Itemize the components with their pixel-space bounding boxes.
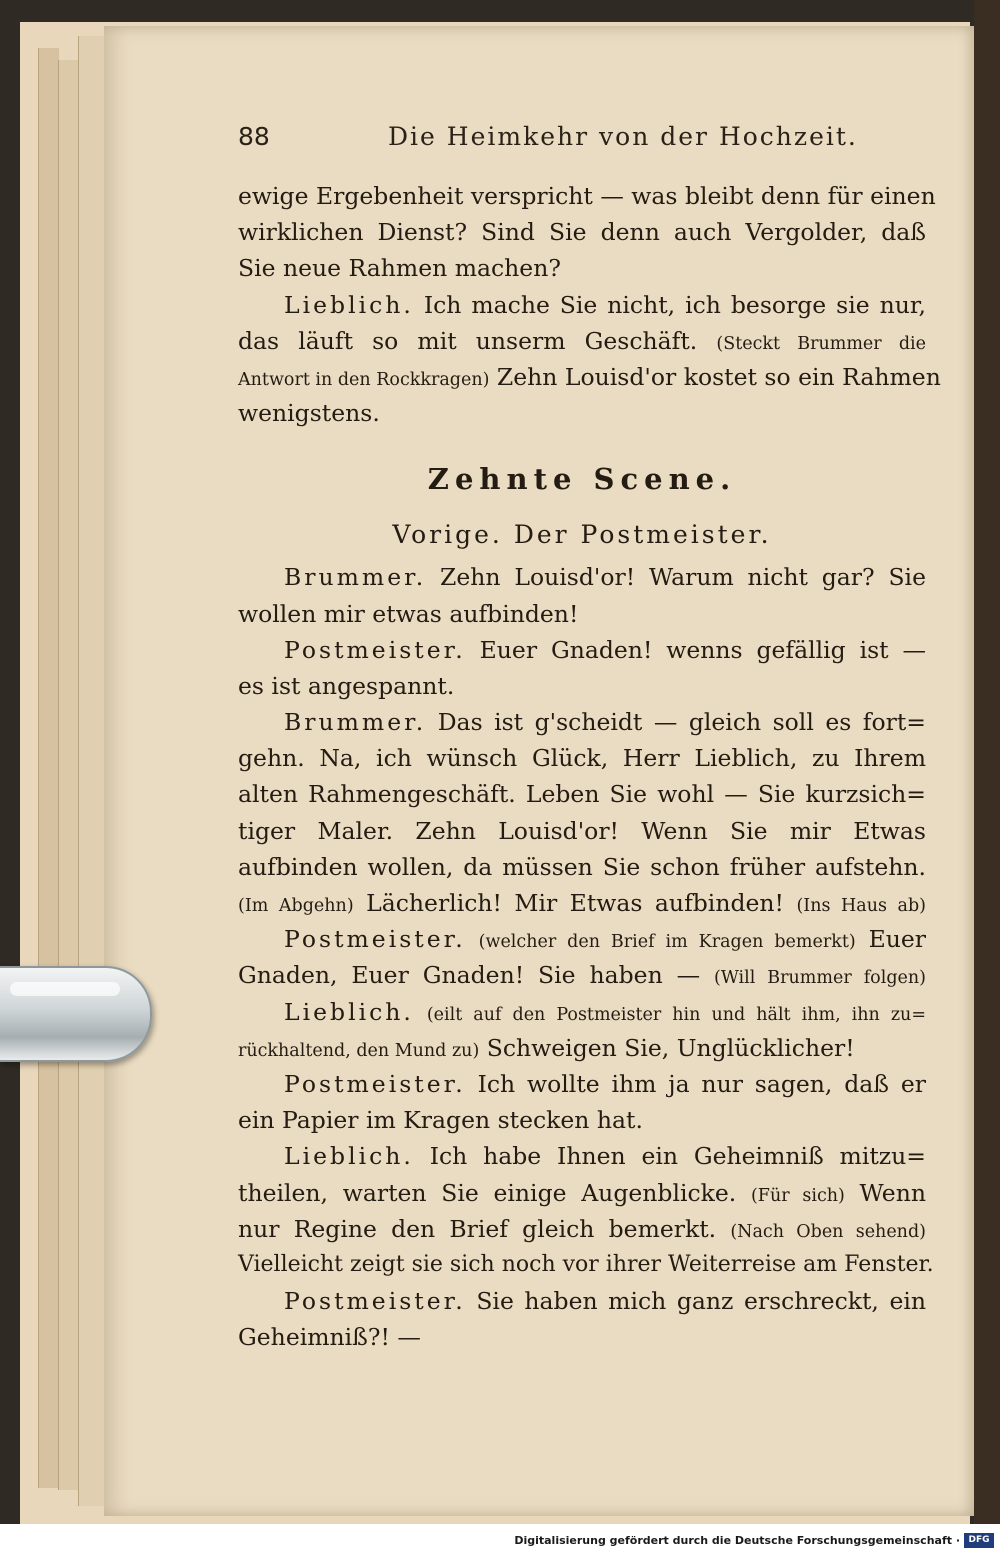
dialogue-text: theilen, warten Sie einige Augenblicke. bbox=[238, 1178, 737, 1207]
dialogue-text: Euer Gnaden! wenns gefällig ist — bbox=[479, 635, 926, 664]
speaker-name: Postmeister. bbox=[284, 1287, 466, 1316]
stage-direction: (eilt auf den Postmeister hin und hält ihm, ihn zu= bbox=[426, 1004, 926, 1025]
text-line bbox=[238, 921, 926, 957]
text-line bbox=[238, 559, 926, 595]
funding-credit: Digitalisierung gefördert durch die Deutsche Forschungsgemeinschaft · bbox=[514, 1534, 960, 1547]
text-line: alten Rahmengeschäft. Leben Sie wohl — Sie kurzsich= bbox=[238, 780, 926, 809]
text-line: ein Papier im Kragen stecken hat. bbox=[238, 1106, 643, 1135]
dialogue-text: Ich wollte ihm ja nur sagen, daß er bbox=[477, 1069, 926, 1098]
dialogue-text: Ich mache Sie nicht, ich besorge sie nur, bbox=[423, 290, 926, 319]
text-line bbox=[238, 957, 926, 993]
dialogue-text: nur Regine den Brief gleich bemerkt. bbox=[238, 1214, 717, 1243]
scene-characters: Vorige. Der Postmeister. bbox=[392, 520, 772, 550]
book-binding bbox=[974, 0, 1000, 1524]
speaker-name: Lieblich. bbox=[284, 1142, 414, 1171]
scene-title: Zehnte Scene. bbox=[427, 462, 737, 497]
footer-bar bbox=[0, 1528, 1000, 1554]
dialogue-text: Zehn Louisd'or! Warum nicht gar? Sie bbox=[440, 563, 926, 592]
page-header bbox=[238, 118, 928, 158]
text-line bbox=[238, 994, 926, 1030]
page-edge bbox=[38, 48, 59, 1488]
dialogue-text: Ich habe Ihnen ein Geheimniß mitzu= bbox=[429, 1142, 926, 1171]
text-line bbox=[238, 1175, 926, 1211]
text-line: Sie neue Rahmen machen? bbox=[238, 254, 561, 283]
stage-direction: rückhaltend, den Mund zu) bbox=[238, 1040, 480, 1061]
dialogue-text: Euer bbox=[868, 925, 926, 954]
text-line bbox=[238, 1138, 926, 1174]
speaker-name: Postmeister. bbox=[284, 1069, 466, 1098]
dialogue-text: Lächerlich! Mir Etwas aufbinden! bbox=[366, 889, 784, 917]
speaker-name: Lieblich. bbox=[284, 997, 414, 1026]
stage-direction: (Nach Oben sehend) bbox=[730, 1221, 926, 1242]
text-line bbox=[238, 1283, 926, 1319]
text-line bbox=[238, 704, 926, 740]
text-line: wenigstens. bbox=[238, 399, 380, 428]
speaker-name: Brummer. bbox=[284, 708, 427, 737]
text-line: gehn. Na, ich wünsch Glück, Herr Lieblich, zu Ihrem bbox=[238, 744, 926, 773]
clip-highlight bbox=[10, 982, 120, 996]
stage-direction: (Will Brummer folgen) bbox=[714, 968, 926, 989]
dialogue-text: Das ist g'scheidt — gleich soll es fort= bbox=[437, 708, 926, 737]
speaker-name: Brummer. bbox=[284, 563, 427, 592]
dialogue-text: Wenn bbox=[859, 1178, 926, 1207]
text-line: tiger Maler. Zehn Louisd'or! Wenn Sie mir Etwas bbox=[238, 816, 926, 845]
dialogue-text: das läuft so mit unserm Geschäft. bbox=[238, 326, 698, 355]
stage-direction: (Für sich) bbox=[750, 1185, 845, 1206]
dialogue-text: Schweigen Sie, Unglücklicher! bbox=[486, 1033, 855, 1062]
dialogue-text: Gnaden, Euer Gnaden! Sie haben — bbox=[238, 961, 701, 990]
text-line bbox=[238, 287, 926, 323]
stage-direction: (Im Abgehn) bbox=[238, 896, 354, 916]
text-line: Geheimniß?! — bbox=[238, 1323, 421, 1352]
page-text bbox=[238, 178, 941, 1355]
text-line bbox=[238, 1211, 926, 1247]
text-line: ewige Ergebenheit verspricht — was bleibt denn für einen bbox=[238, 182, 936, 210]
text-line bbox=[238, 1066, 926, 1102]
speaker-name: Lieblich. bbox=[284, 290, 414, 319]
stage-direction: Antwort in den Rockkragen) bbox=[238, 369, 490, 390]
text-line bbox=[238, 632, 926, 668]
dfg-logo: DFG bbox=[964, 1533, 994, 1548]
running-title: Die Heimkehr von der Hochzeit. bbox=[388, 122, 858, 151]
text-line: wollen mir etwas aufbinden! bbox=[238, 599, 579, 628]
text-line: es ist angespannt. bbox=[238, 671, 455, 700]
text-line: wirklichen Dienst? Sind Sie denn auch Vergolder, daß bbox=[238, 218, 926, 247]
text-line bbox=[238, 885, 926, 921]
stage-direction: (Steckt Brummer die bbox=[716, 333, 926, 354]
speaker-name: Postmeister. bbox=[284, 925, 466, 954]
stage-direction: (welcher den Brief im Kragen bemerkt) bbox=[478, 932, 856, 953]
dialogue-text: Sie haben mich ganz erschreckt, ein bbox=[476, 1287, 926, 1316]
dialogue-text: Zehn Louisd'or kostet so ein Rahmen bbox=[496, 362, 941, 391]
text-line bbox=[238, 1030, 926, 1066]
stage-direction: (Ins Haus ab) bbox=[796, 896, 926, 916]
page-number: 88 bbox=[238, 122, 270, 151]
text-line: aufbinden wollen, da müssen Sie schon früher aufstehn. bbox=[238, 852, 926, 881]
page-edge bbox=[78, 36, 105, 1506]
text-line bbox=[238, 359, 941, 395]
speaker-name: Postmeister. bbox=[284, 635, 466, 664]
text-line bbox=[238, 323, 926, 359]
text-line: Vielleicht zeigt sie sich noch vor ihrer Weiterreise am Fenster. bbox=[238, 1251, 934, 1277]
page-clip bbox=[0, 966, 152, 1062]
